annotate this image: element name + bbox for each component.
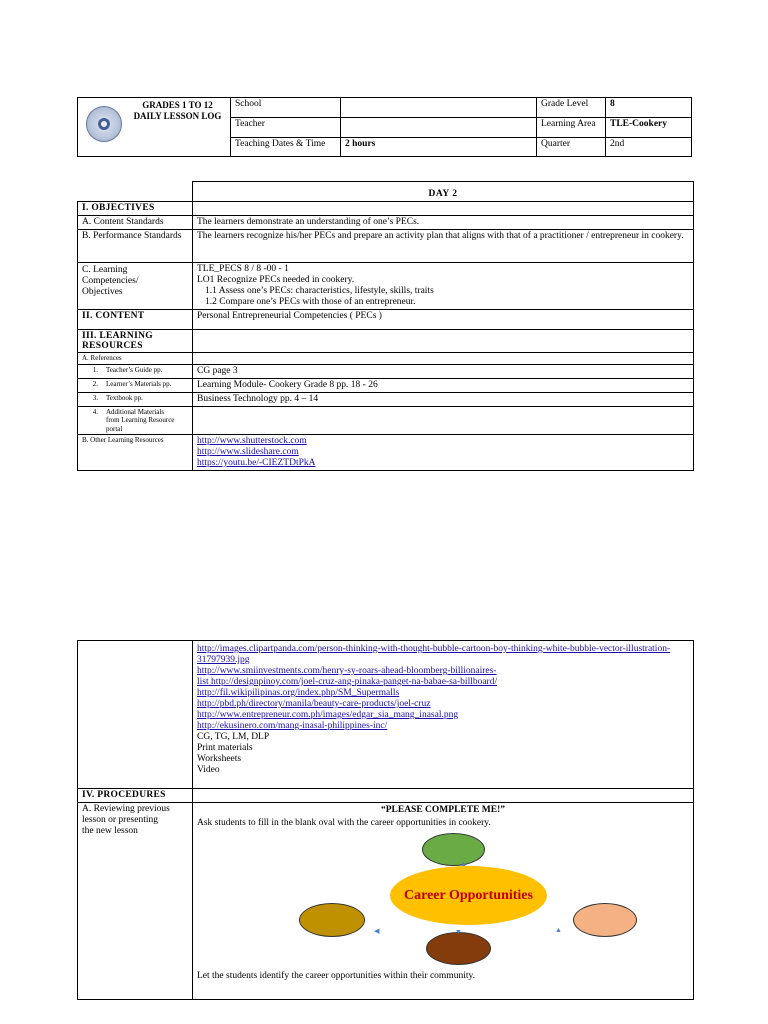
- content-label: II. CONTENT: [78, 310, 193, 330]
- career-oval-top[interactable]: [422, 833, 485, 866]
- career-opportunities-label: Career Opportunities: [404, 888, 533, 903]
- resource-link[interactable]: http://fil.wikipilipinas.org/index.php/SM_Supermalls: [197, 688, 400, 698]
- textbook-value: Business Technology pp. 4 – 14: [193, 392, 694, 406]
- material-item: Worksheets: [197, 754, 242, 764]
- area-label: Learning Area: [537, 118, 606, 138]
- resource-link[interactable]: http://www.shutterstock.com: [197, 436, 307, 446]
- material-item: Print materials: [197, 743, 253, 753]
- resource-link[interactable]: http://images.clipartpanda.com/person-thinking-with-thought-bubble-cartoon-boy-thinking-white-bubble-vector-illustration-31797939.jpg: [197, 644, 671, 665]
- review-lesson-label: A. Reviewing previous lesson or presenting the new lesson: [78, 803, 193, 1000]
- objectives-label: I. OBJECTIVES: [78, 202, 193, 216]
- dates-label: Teaching Dates & Time: [231, 138, 341, 157]
- resource-link[interactable]: http://www.slideshare.com: [197, 447, 299, 457]
- learners-materials-value: Learning Module- Cookery Grade 8 pp. 18 - 26: [193, 378, 694, 392]
- arrow-up-icon: ▲: [460, 860, 467, 868]
- activity-title: “PLEASE COMPLETE ME!”: [380, 805, 506, 815]
- day-heading: DAY 2: [193, 182, 694, 202]
- activity-cell: [193, 803, 694, 1000]
- teacher-label: Teacher: [231, 118, 341, 138]
- school-label: School: [231, 98, 341, 118]
- performance-standards-value: The learners recognize his/her PECs and prepare an activity plan that aligns with that of a practitioner / entrepreneur in cookery.: [193, 230, 694, 263]
- references-label: A. References: [78, 353, 193, 365]
- textbook-label: 3. Textbook pp.: [78, 392, 193, 406]
- content-standards-value: The learners demonstrate an understanding of one’s PECs.: [193, 216, 694, 230]
- grade-value[interactable]: 8: [606, 98, 692, 118]
- procedures-label: IV. PROCEDURES: [78, 789, 193, 803]
- learning-resources-label: III. LEARNING RESOURCES: [78, 330, 193, 353]
- teacher-value[interactable]: [341, 118, 537, 138]
- career-oval-left[interactable]: [299, 903, 365, 937]
- competencies-label: C. Learning Competencies/ Objectives: [78, 263, 193, 310]
- quarter-label: Quarter: [537, 138, 606, 157]
- arrow-left-icon: ◀: [374, 927, 380, 935]
- teachers-guide-value: CG page 3: [193, 364, 694, 378]
- header-title-line1: GRADES 1 TO 12: [142, 100, 213, 110]
- resource-link[interactable]: http://www.smiinvestments.com/henry-sy-roars-ahead-bloomberg-billionaires-: [197, 666, 497, 676]
- grade-label: Grade Level: [537, 98, 606, 118]
- learners-materials-label: 2. Learner’s Materials pp.: [78, 378, 193, 392]
- lesson-plan-table-continued: [77, 640, 694, 1000]
- competencies-value: TLE_PECS 8 / 8 -00 - 1 LO1 Recognize PECs needed in cookery. 1.1 Assess one’s PECs: characteristics, lifestyle, skills, traits 1.2 Compare one’s PECs with those of an entrepreneur.: [193, 263, 694, 310]
- career-oval-center: [390, 866, 547, 925]
- teachers-guide-label: 1. Teacher’s Guide pp.: [78, 364, 193, 378]
- resource-link[interactable]: https://youtu.be/-CIEZTDtPkA: [197, 458, 316, 468]
- performance-standards-label: B. Performance Standards: [78, 230, 193, 263]
- other-resources-label: B. Other Learning Resources: [78, 435, 193, 471]
- more-resources-cell: [193, 641, 694, 789]
- lesson-plan-table: [77, 181, 694, 471]
- dates-value[interactable]: 2 hours: [341, 138, 537, 157]
- career-oval-right[interactable]: [573, 903, 637, 937]
- header-title-line2: DAILY LESSON LOG: [133, 111, 222, 121]
- resource-link[interactable]: http://www.entrepreneur.com.ph/images/edgar_sia_mang_inasal.png: [197, 710, 459, 720]
- material-item: CG, TG, LM, DLP: [197, 732, 270, 742]
- activity-followup: Let the students identify the career opportunities within their community.: [197, 971, 475, 981]
- header-title-cell: [78, 98, 231, 157]
- additional-materials-label: 4. Additional Materials from Learning Resource portal: [78, 406, 193, 435]
- deped-seal-logo: [86, 106, 122, 142]
- content-value: Personal Entrepreneurial Competencies ( PECs ): [193, 310, 694, 330]
- quarter-value[interactable]: 2nd: [606, 138, 692, 157]
- arrow-down-icon: ▼: [455, 928, 462, 936]
- resource-link[interactable]: http://pbd.ph/directory/manila/beauty-care-products/joel-cruz: [197, 699, 431, 709]
- school-value[interactable]: [341, 98, 537, 118]
- arrow-right-icon: ▲: [555, 926, 562, 934]
- material-item: Video: [197, 765, 220, 775]
- resource-link[interactable]: http://ekusinero.com/mang-inasal-philippines-inc/: [197, 721, 388, 731]
- other-resources-links: [193, 435, 694, 471]
- header-table: [77, 97, 692, 157]
- area-value[interactable]: TLE-Cookery: [606, 118, 692, 138]
- activity-instruction: Ask students to fill in the blank oval with the career opportunities in cookery.: [197, 818, 491, 828]
- content-standards-label: A. Content Standards: [78, 216, 193, 230]
- resource-link[interactable]: list http://designpinoy.com/joel-cruz-ang-pinaka-panget-na-babae-sa-billboard/: [197, 677, 498, 687]
